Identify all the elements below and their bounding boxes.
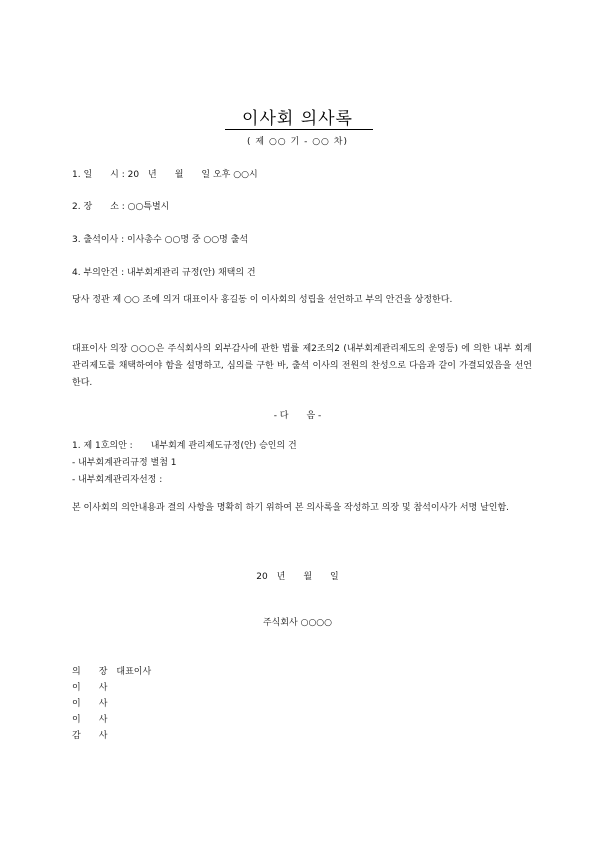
signatory-director: 이 사: [72, 699, 108, 709]
resolution-attachment: - 내부회계관리규정 별첨 1: [72, 458, 177, 468]
document-subtitle: ( 제 ○○ 기 - ○○ 차): [247, 137, 348, 147]
meeting-place: 2. 장 소 : ○○특별시: [72, 202, 170, 212]
signatory-director: 이 사: [72, 683, 108, 693]
attending-directors: 3. 출석이사 : 이사총수 ○○명 중 ○○명 출석: [72, 235, 249, 245]
agenda-item: 4. 부의안건 : 내부회계관리 규정(안) 채택의 건: [72, 268, 256, 278]
signatory-chair: 의 장 대표이사: [72, 667, 152, 677]
document-date: 20 년 월 일: [256, 572, 339, 582]
resolution-manager: - 내부회계관리자선정 :: [72, 475, 163, 485]
company-name: 주식회사 ○○○○: [262, 618, 333, 628]
title-underline: [225, 129, 373, 130]
explanation-paragraph: 대표이사 의장 ○○○은 주식회사의 외부감사에 관한 법률 제2조의2 (내부회계관리제도의 운영등) 에 의한 내부 회계관리제도를 채택하여야 함을 설명하고, 심의를 구한 바, 출석 이사의 전원의 찬성으로 다음과 같이 가결되었음을 선언한다.: [72, 344, 532, 388]
meeting-datetime: 1. 일 시 : 20 년 월 일 오후 ○○시: [72, 170, 258, 180]
opening-paragraph: 당사 정관 제 ○○ 조에 의거 대표이사 홍길동 이 이사회의 성립을 선언하고 부의 안건을 상정한다.: [72, 295, 453, 305]
resolution-1: 1. 제 1호의안 : 내부회계 관리제도규정(안) 승인의 건: [72, 441, 297, 451]
signatory-director: 이 사: [72, 715, 108, 725]
document-title: 이사회 의사록: [242, 109, 353, 129]
section-heading: - 다 음 -: [273, 411, 322, 421]
closing-paragraph: 본 이사회의 의안내용과 결의 사항을 명확히 하기 위하여 본 의사록을 작성하고 의장 및 참석이사가 서명 날인함.: [72, 503, 510, 513]
signatory-auditor: 감 사: [72, 731, 108, 741]
